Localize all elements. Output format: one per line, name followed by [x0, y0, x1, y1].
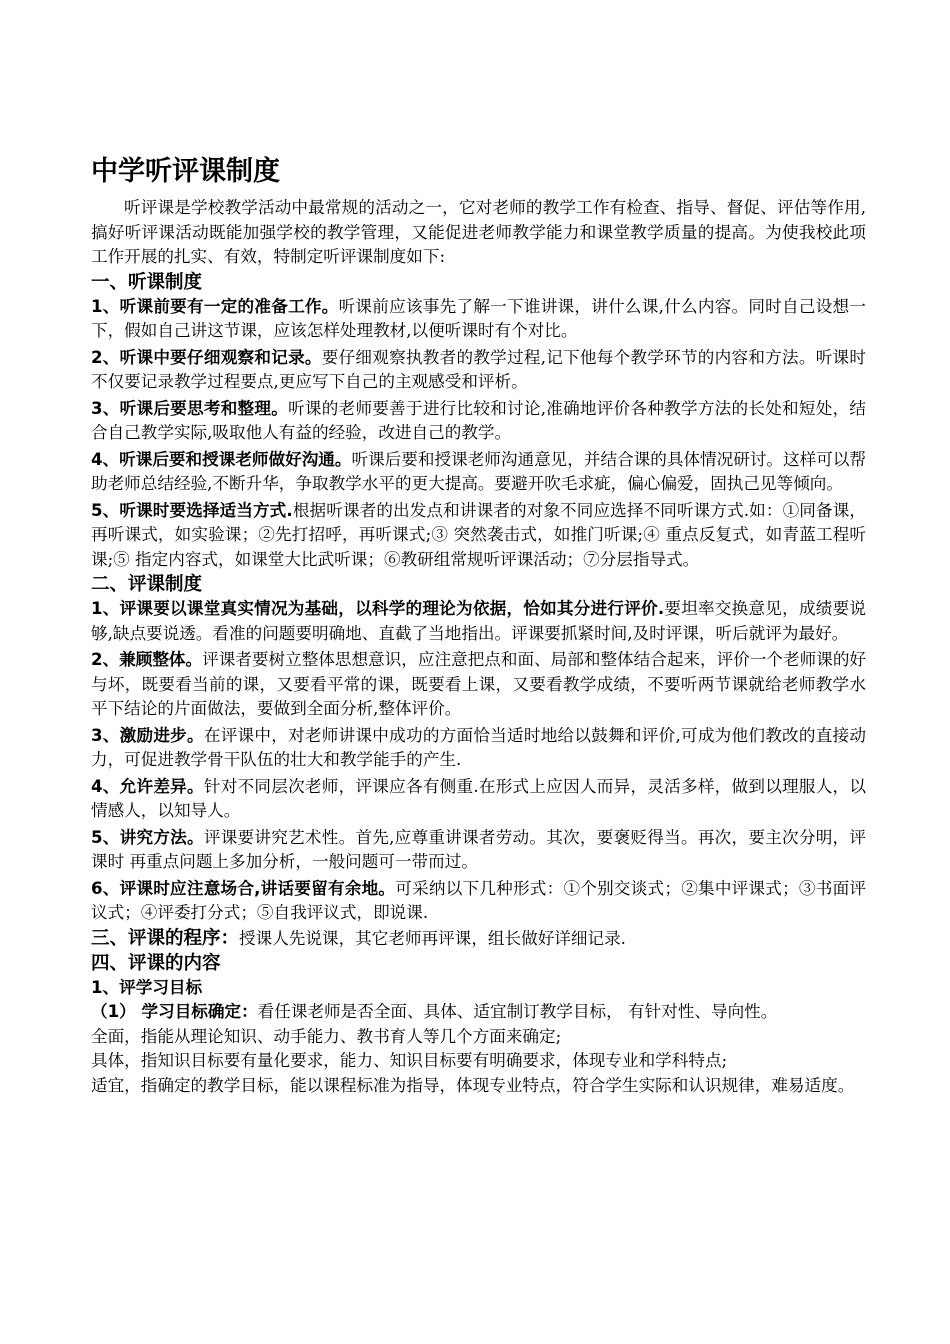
rule-lead: 3、听课后要思考和整理。	[91, 398, 289, 418]
section-heading-listening: 一、听课制度	[91, 271, 203, 293]
evaluation-rule-2	[91, 648, 866, 722]
rule-lead: 1、评课要以课堂真实情况为基础，以科学的理论为依据，恰如其分进行评价.	[91, 599, 665, 618]
definition-specific: 具体，指知识目标要有量化要求，能力、知识目标要有明确要求，体现专业和学科特点;	[91, 1051, 728, 1070]
section-heading-procedure: 三、评课的程序：	[91, 927, 240, 949]
rule-lead: 4、听课后要和授课老师做好沟通。	[91, 449, 352, 469]
listening-rule-3	[91, 397, 866, 446]
point-text: 看任课老师是否全面、具体、适宜制订教学目标， 有针对性、导向性。	[257, 1002, 778, 1021]
listening-rule-2	[91, 346, 866, 395]
rule-lead: 2、听课中要仔细观察和记录。	[91, 347, 322, 367]
rule-text: 评课要讲究艺术性。首先,应尊重讲课者劳动。其次，要褒贬得当。再次，要主次分明，评课时 再重点问题上多加分析，一般问题可一带而过。	[91, 827, 866, 871]
intro-paragraph: 听评课是学校教学活动中最常规的活动之一，它对老师的教学工作有检查、指导、督促、评估等作用,搞好听评课活动既能加强学校的教学管理，又能促进老师教学能力和课堂教学质量的提高。为使我校此项工作开展的扎实、有效，特制定听评课制度如下:	[91, 198, 866, 266]
document-page	[91, 152, 866, 1098]
listening-rule-1	[91, 295, 866, 344]
rule-lead: 2、兼顾整体。	[91, 650, 203, 669]
listening-rule-5	[91, 499, 866, 573]
procedure-paragraph	[91, 926, 866, 952]
rule-lead: 5、讲究方法。	[91, 827, 204, 847]
point-lead: （1） 学习目标确定：	[91, 1002, 258, 1021]
rule-lead: 5、听课时要选择适当方式.	[91, 500, 293, 520]
rule-lead: 1、听课前要有一定的准备工作。	[91, 296, 339, 316]
rule-lead: 3、激励进步。	[91, 725, 204, 745]
rule-text: 听课的老师要善于进行比较和讨论,准确地评价各种教学方法的长处和短处，结合自己教学实际,吸取他人有益的经验，改进自己的教学。	[91, 398, 867, 442]
definition-comprehensive: 全面，指能从理论知识、动手能力、教书育人等几个方面来确定;	[91, 1026, 562, 1046]
rule-lead: 4、允许差异。	[91, 776, 204, 796]
rule-text: 评课者要树立整体思想意识，应注意把点和面、局部和整体结合起来，评价一个老师课的好与坏，既要看当前的课，又要看平常的课，既要看上课，又要看教学成绩，不要听两节课就给老师教学水平下结论的片面做法，要做到全面分析,整体评价。	[91, 650, 867, 718]
rule-text: 听课前应该事先了解一下谁讲课，讲什么课,什么内容。同时自己设想一下，假如自己讲这节课，应该怎样处理教材,以便听课时有个对比。	[91, 296, 866, 340]
rule-text: 听课后要和授课老师沟通意见，并结合课的具体情况研讨。这样可以帮助老师总结经验,不断升华，争取教学水平的更大提高。要避开吹毛求疵，偏心偏爱，固执己见等倾向。	[91, 449, 867, 493]
listening-rule-4	[91, 448, 866, 497]
evaluation-rule-1	[91, 597, 866, 646]
evaluation-rule-6	[91, 877, 866, 926]
evaluation-rule-5	[91, 826, 866, 875]
rule-text: 根据听课者的出发点和讲课者的对象不同应选择不同听课方式.如：①同备课，再听课式，如实验课；②先打招呼，再听课式;③ 突然袭击式，如推门听课;④ 重点反复式，如青蓝工程听课;⑤ 指定内容式，如课堂大比武听课；⑥教研组常规听评课活动；⑦分层指导式。	[91, 500, 866, 569]
objective-point-1	[91, 1000, 866, 1025]
document-title: 中学听评课制度	[91, 156, 280, 187]
procedure-text: 授课人先说课，其它老师再评课，组长做好详细记录.	[239, 928, 626, 948]
rule-lead: 6、评课时应注意场合,讲话要留有余地。	[91, 878, 396, 898]
rule-text: 针对不同层次老师，评课应各有侧重.在形式上应因人而异，灵活多样，做到以理服人，以情感人，以知导人。	[91, 776, 866, 820]
rule-text: 要仔细观察执教者的教学过程,记下他每个教学环节的内容和方法。听课时不仅要记录教学过程要点,更应写下自己的主观感受和评析。	[91, 347, 866, 391]
subsection-heading-objectives: 1、评学习目标	[91, 978, 203, 997]
section-heading-evaluation: 二、评课制度	[91, 574, 203, 595]
evaluation-rule-3	[91, 724, 866, 773]
evaluation-rule-4	[91, 775, 866, 824]
rule-text: 要坦率交换意见，成绩要说够,缺点要说透。看准的问题要明确地、直截了当地指出。评课要抓紧时间,及时评课，听后就评为最好。	[91, 599, 866, 643]
rule-text: 可采纳以下几种形式：①个别交谈式；②集中评课式；③书面评议式；④评委打分式；⑤自我评议式，即说课.	[91, 878, 866, 922]
definition-appropriate: 适宜，指确定的教学目标，能以课程标准为指导，体现专业特点，符合学生实际和认识规律，难易适度。	[91, 1075, 855, 1095]
section-heading-content: 四、评课的内容	[91, 953, 221, 974]
rule-text: 在评课中，对老师讲课中成功的方面恰当适时地给以鼓舞和评价,可成为他们教改的直接动力，可促进教学骨干队伍的壮大和教学能手的产生.	[91, 725, 866, 769]
